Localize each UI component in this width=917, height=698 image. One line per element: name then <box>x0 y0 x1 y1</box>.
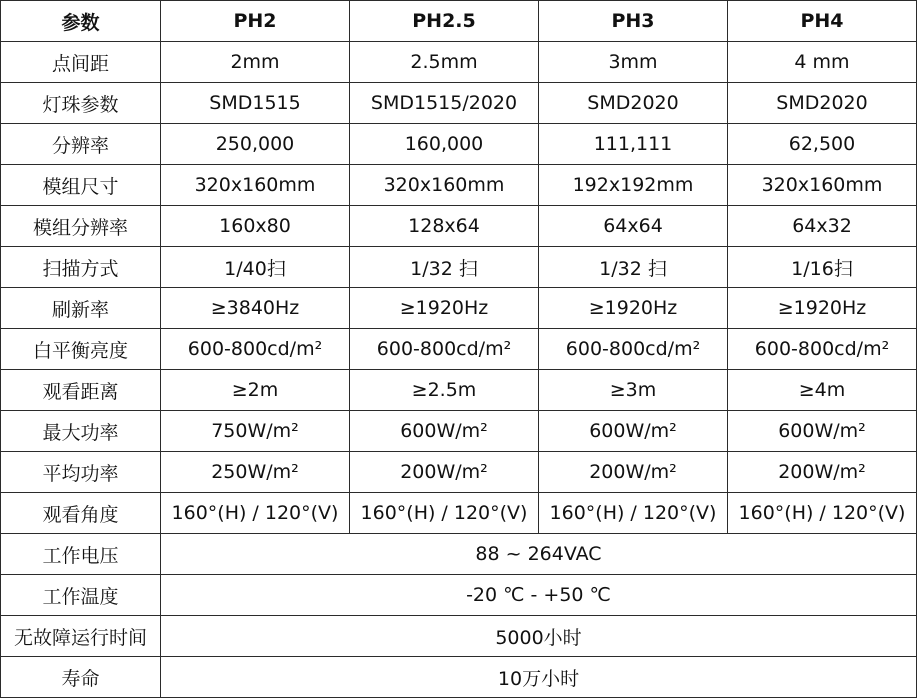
cell-value: ≥2.5m <box>350 370 539 411</box>
cell-value: 64x32 <box>728 206 917 247</box>
merged-row <box>1 534 917 575</box>
row-label: 工作温度 <box>1 575 161 616</box>
row-label: 工作电压 <box>1 534 161 575</box>
cell-value: 2.5mm <box>350 42 539 83</box>
table-row <box>1 124 917 165</box>
table-row <box>1 411 917 452</box>
cell-value: 1/16扫 <box>728 247 917 288</box>
cell-value: 250W/m² <box>161 452 350 493</box>
cell-value: 200W/m² <box>350 452 539 493</box>
merged-row <box>1 616 917 657</box>
row-label: 观看距离 <box>1 370 161 411</box>
cell-value: 3mm <box>539 42 728 83</box>
header-param: 参数 <box>1 1 161 42</box>
cell-value: 1/32 扫 <box>539 247 728 288</box>
table-row <box>1 247 917 288</box>
cell-value: 111,111 <box>539 124 728 165</box>
cell-value: ≥1920Hz <box>350 288 539 329</box>
cell-value: 200W/m² <box>539 452 728 493</box>
row-label: 扫描方式 <box>1 247 161 288</box>
cell-value: 320x160mm <box>728 165 917 206</box>
table-row <box>1 206 917 247</box>
cell-value: 2mm <box>161 42 350 83</box>
cell-value: 320x160mm <box>350 165 539 206</box>
row-label: 无故障运行时间 <box>1 616 161 657</box>
merged-cell-value: 5000小时 <box>161 616 917 657</box>
row-label: 模组分辨率 <box>1 206 161 247</box>
cell-value: 160,000 <box>350 124 539 165</box>
cell-value: 200W/m² <box>728 452 917 493</box>
row-label: 平均功率 <box>1 452 161 493</box>
row-label: 点间距 <box>1 42 161 83</box>
cell-value: ≥2m <box>161 370 350 411</box>
cell-value: 64x64 <box>539 206 728 247</box>
cell-value: 192x192mm <box>539 165 728 206</box>
merged-cell-value: 88 ~ 264VAC <box>161 534 917 575</box>
merged-cell-value: 10万小时 <box>161 657 917 698</box>
table-row <box>1 329 917 370</box>
row-label: 观看角度 <box>1 493 161 534</box>
cell-value: ≥3840Hz <box>161 288 350 329</box>
row-label: 最大功率 <box>1 411 161 452</box>
merged-cell-value: -20 ℃ - +50 ℃ <box>161 575 917 616</box>
table-row <box>1 452 917 493</box>
cell-value: SMD2020 <box>539 83 728 124</box>
row-label: 分辨率 <box>1 124 161 165</box>
cell-value: 600W/m² <box>728 411 917 452</box>
cell-value: 160°(H) / 120°(V) <box>728 493 917 534</box>
header-row <box>1 1 917 42</box>
table-row <box>1 370 917 411</box>
cell-value: 600-800cd/m² <box>161 329 350 370</box>
row-label: 灯珠参数 <box>1 83 161 124</box>
merged-row <box>1 657 917 698</box>
table-row <box>1 493 917 534</box>
cell-value: 128x64 <box>350 206 539 247</box>
row-label: 白平衡亮度 <box>1 329 161 370</box>
cell-value: 160x80 <box>161 206 350 247</box>
cell-value: ≥1920Hz <box>728 288 917 329</box>
cell-value: ≥4m <box>728 370 917 411</box>
header-ph4: PH4 <box>728 1 917 42</box>
cell-value: 600-800cd/m² <box>539 329 728 370</box>
header-ph2-5: PH2.5 <box>350 1 539 42</box>
cell-value: 1/40扫 <box>161 247 350 288</box>
header-ph2: PH2 <box>161 1 350 42</box>
cell-value: 600W/m² <box>350 411 539 452</box>
table-row <box>1 165 917 206</box>
cell-value: 160°(H) / 120°(V) <box>350 493 539 534</box>
cell-value: ≥3m <box>539 370 728 411</box>
table-row <box>1 42 917 83</box>
cell-value: SMD1515 <box>161 83 350 124</box>
cell-value: 160°(H) / 120°(V) <box>161 493 350 534</box>
cell-value: 320x160mm <box>161 165 350 206</box>
row-label: 寿命 <box>1 657 161 698</box>
cell-value: 1/32 扫 <box>350 247 539 288</box>
cell-value: 62,500 <box>728 124 917 165</box>
cell-value: 600-800cd/m² <box>728 329 917 370</box>
table-row <box>1 83 917 124</box>
cell-value: SMD2020 <box>728 83 917 124</box>
header-ph3: PH3 <box>539 1 728 42</box>
merged-row <box>1 575 917 616</box>
cell-value: 160°(H) / 120°(V) <box>539 493 728 534</box>
cell-value: 750W/m² <box>161 411 350 452</box>
row-label: 刷新率 <box>1 288 161 329</box>
cell-value: 250,000 <box>161 124 350 165</box>
row-label: 模组尺寸 <box>1 165 161 206</box>
table-row <box>1 288 917 329</box>
cell-value: 4 mm <box>728 42 917 83</box>
cell-value: ≥1920Hz <box>539 288 728 329</box>
cell-value: 600W/m² <box>539 411 728 452</box>
cell-value: SMD1515/2020 <box>350 83 539 124</box>
cell-value: 600-800cd/m² <box>350 329 539 370</box>
